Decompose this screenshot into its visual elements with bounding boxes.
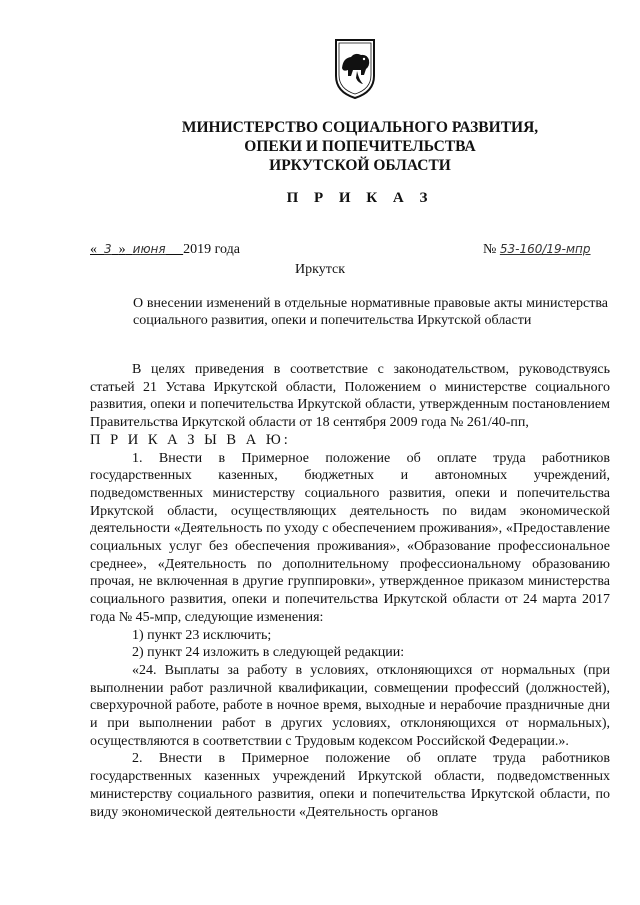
city: Иркутск <box>294 262 346 277</box>
item-1-paragraph: 1. Внести в Примерное положение об оплате труда работников государственных казенных, бюджетных и автономных учреждений, подведомственных министерству социального развития, опеки и попечительства Иркутской области, осуществляющих деятельность по видам экономической деятельности «Деятельность по уходу с обеспечением проживания», «Предоставление социальных услуг без обеспечения проживания», «Образование профессиональное среднее», «Деятельность по дополнительному профессиональному образованию прочая, не включенная в другие группировки», утвержденное приказом министерства социального развития, опеки и попечительства Иркутской области от 24 марта 2017 года № 45-мпр, следующие изменения: <box>90 450 610 625</box>
sub-item-2: 2) пункт 24 изложить в следующей редакции: <box>132 645 405 661</box>
date-day: 3 <box>104 242 112 256</box>
date-close-quote: » <box>118 242 126 257</box>
order-title: П Р И К А З <box>286 190 434 206</box>
sub-item-1: 1) пункт 23 исключить; <box>132 627 272 643</box>
intro-paragraph: В целях приведения в соответствие с законодательством, руководствуясь статьей 21 Устава Иркутской области, Положением о министерстве социального развития, опеки и попечительства Иркутской области, утвержденным постановлением Правительства Иркутской области от 18 сентября 2009 года № 261/40-пп, <box>90 362 610 431</box>
order-subject: О внесении изменений в отдельные нормативные правовые акты министерства социального развития, опеки и попечительства Иркутской области <box>133 296 608 328</box>
order-number <box>483 242 591 258</box>
date-open-quote: « <box>90 242 97 257</box>
quote-paragraph-24: «24. Выплаты за работу в условиях, отклоняющихся от нормальных (при выполнении работ различной квалификации, совмещении профессий (должностей), сверхурочной работе, работе в ночное время, выходные и нерабочие праздничные дни и при выполнении работ в других условиях, отклоняющихся от нормальных), осуществляются в соответствии с Трудовым кодексом Российской Федерации.». <box>90 662 610 749</box>
coat-of-arms-icon <box>333 38 377 100</box>
order-word: П Р И К А З Ы В А Ю: <box>90 431 291 448</box>
ministry-name-line-2: ОПЕКИ И ПОПЕЧИТЕЛЬСТВА <box>244 138 476 155</box>
ministry-header <box>150 118 570 175</box>
order-date <box>90 242 240 258</box>
order-body <box>90 361 610 821</box>
item-2-paragraph: 2. Внести в Примерное положение об оплате труда работников государственных казенных учреждений Иркутской области, подведомственных министерству социального развития, опеки и попечительства Иркутской области, по виду экономической деятельности «Деятельность органов <box>90 751 610 820</box>
ministry-name-line-1: МИНИСТЕРСТВО СОЦИАЛЬНОГО РАЗВИТИЯ, <box>181 119 539 136</box>
number-sign: № <box>483 242 497 257</box>
number-value: 53-160/19-мпр <box>499 242 591 256</box>
date-month: июня <box>132 242 166 256</box>
date-year: 2019 года <box>183 242 240 257</box>
ministry-name-line-3: ИРКУТСКОЙ ОБЛАСТИ <box>269 157 451 174</box>
